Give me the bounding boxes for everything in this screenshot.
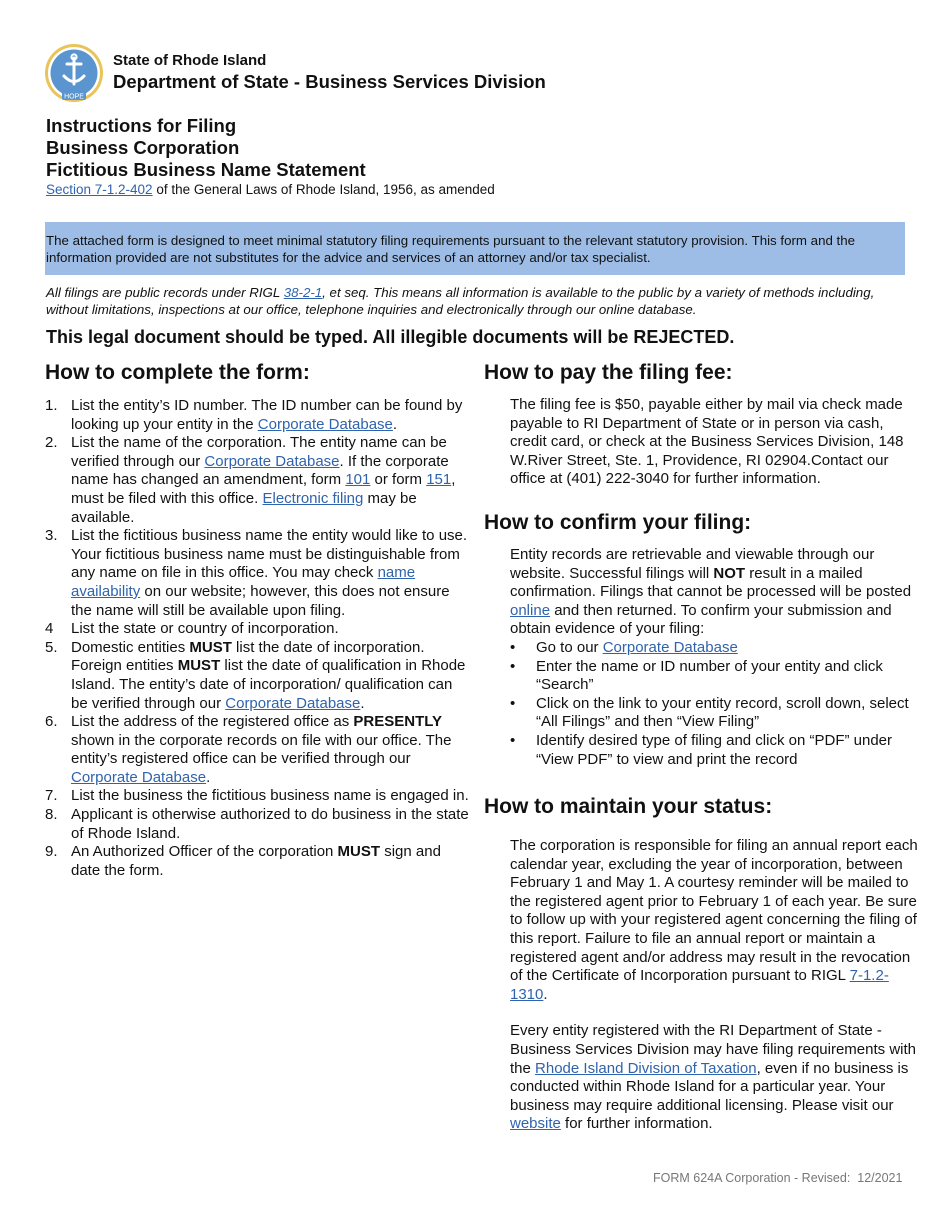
seal-motto: HOPE <box>64 93 84 101</box>
confirm-step <box>510 732 924 769</box>
item-text: may be available. <box>71 489 417 526</box>
electronic-filing-link[interactable]: Electronic filing <box>262 489 364 507</box>
confirm-text: result in a mailed confirmation. Filings that cannot be processed will be posted <box>510 564 912 601</box>
statute-suffix: of the General Laws of Rhode Island, 1956, as amended <box>152 182 495 197</box>
item-number: 3. <box>45 527 58 545</box>
confirm-step <box>510 695 924 732</box>
confirm-text: Entity records are retrievable and viewable through our website. Successful filings will <box>510 545 875 582</box>
complete-form-heading: How to complete the form: <box>45 361 310 384</box>
item-text: shown in the corporate records on file with our office. The entity’s registered office can be verified through our <box>71 731 452 768</box>
name-availability-link[interactable]: name availability <box>71 564 416 600</box>
online-link[interactable]: online <box>510 601 551 619</box>
item-text: An Authorized Officer of the corporation <box>71 843 338 861</box>
maintain-text: for further information. <box>560 1115 713 1133</box>
corporate-database-link[interactable]: Corporate Database <box>71 768 207 786</box>
form-151-link[interactable]: 151 <box>426 471 452 489</box>
website-link[interactable]: website <box>510 1115 561 1133</box>
instruction-item <box>45 787 470 806</box>
corporate-database-link[interactable]: Corporate Database <box>204 452 340 470</box>
maintain-status-heading: How to maintain your status: <box>484 795 773 819</box>
emphasis: PRESENTLY <box>353 713 443 731</box>
item-text: List the fictitious business name the entity would like to use. Your fictitious business name must be distinguishable from any name on file in this office. You may check <box>71 527 468 582</box>
item-text: List the business the fictitious business name is engaged in. <box>71 787 469 805</box>
public-records-note <box>46 285 916 318</box>
item-number: 4 <box>45 620 54 638</box>
document-title-block <box>46 115 495 197</box>
confirm-step <box>510 658 924 695</box>
item-text: , must be filed with this office. <box>71 471 456 507</box>
form-revision-footer: FORM 624A Corporation - Revised: 12/2021 <box>653 1171 903 1185</box>
item-text: List the name of the corporation. The entity name can be verified through our <box>71 434 447 470</box>
instruction-item <box>45 397 470 434</box>
step-text: Enter the name or ID number of your entity and click “Search” <box>536 657 883 694</box>
item-number: 5. <box>45 638 58 656</box>
emphasis: MUST <box>337 843 381 861</box>
typed-warning: This legal document should be typed. All illegible documents will be REJECTED. <box>46 327 735 347</box>
maintain-text: Every entity registered with the RI Department of State - Business Services Division may have filing requirements with the <box>510 1022 916 1077</box>
maintain-text: The corporation is responsible for filing an annual report each calendar year, excluding the year of incorporation, between February 1 and May 1. A courtesy reminder will be mailed to the registered agent prior to February 1 of each year. Be sure to follow up with your registered agent concerning the filing of this report. Failure to file an annual report or maintain a registered agent and/or address may result in the revocation of the Certificate of Incorporation pursuant to RIGL <box>510 837 918 985</box>
agency-state: State of Rhode Island <box>113 52 267 69</box>
item-number: 7. <box>45 787 58 805</box>
agency-department: Department of State - Business Services Division <box>113 71 546 92</box>
item-number: 2. <box>45 434 58 452</box>
title-line-2: Business Corporation <box>46 137 240 158</box>
item-text: or form <box>370 471 427 489</box>
maintain-text: . <box>543 985 548 1003</box>
complete-form-section <box>45 359 470 880</box>
item-text: List the state or country of incorporation. <box>71 620 339 638</box>
rigl-1310-link[interactable]: 7-1.2-1310 <box>510 967 889 1003</box>
item-text: List the address of the registered office as <box>71 713 354 731</box>
item-text: sign and date the form. <box>71 843 441 879</box>
corporate-database-link[interactable]: Corporate Database <box>257 415 393 433</box>
confirm-filing-text <box>510 546 924 639</box>
corporate-database-link[interactable]: Corporate Database <box>225 694 361 712</box>
item-text: . <box>360 694 365 712</box>
confirm-text: and then returned. To confirm your submission and obtain evidence of your filing: <box>510 601 892 638</box>
instruction-item <box>45 843 470 880</box>
taxation-text <box>510 1022 924 1134</box>
item-text: . <box>392 415 398 433</box>
instruction-item <box>45 639 470 713</box>
emphasis: MUST <box>177 657 221 675</box>
item-text: . <box>206 768 211 786</box>
right-column <box>484 359 924 1134</box>
item-number: 6. <box>45 713 58 731</box>
item-number: 9. <box>45 843 58 861</box>
item-text: on our website; however, this does not ensure the name will still be available upon filing. <box>71 582 450 619</box>
instruction-item <box>45 434 470 527</box>
maintain-text: , even if no business is conducted within Rhode Island for a particular year. Your business may require additional licensing. Please visit our <box>510 1059 909 1114</box>
public-records-suffix: , et seq. This means all information is available to the public by a variety of methods including, without limitations, inspections at our office, telephone inquiries and electronically through our online database. <box>46 285 875 317</box>
item-text: List the entity’s ID number. The ID number can be found by looking up your entity in the <box>71 397 463 433</box>
rigl-link[interactable]: 38-2-1 <box>283 285 323 300</box>
item-text: list the date of incorporation. Foreign entities <box>71 638 425 675</box>
item-text: Applicant is otherwise authorized to do business in the state of Rhode Island. <box>71 806 469 842</box>
instruction-item <box>45 713 470 787</box>
emphasis: NOT <box>713 564 746 582</box>
title-line-3: Fictitious Business Name Statement <box>46 159 366 180</box>
annual-report-text <box>510 837 924 1004</box>
item-text: list the date of qualification in Rhode Island. The entity’s date of incorporation/ qualification can be verified through our <box>71 657 466 712</box>
form-101-link[interactable]: 101 <box>345 471 371 489</box>
public-records-prefix: All filings are public records under RIGL <box>46 285 284 300</box>
item-text: . If the corporate name has changed an amendment, form <box>71 452 449 489</box>
pay-fee-heading: How to pay the filing fee: <box>484 361 733 384</box>
item-number: 1. <box>45 397 58 414</box>
title-line-1: Instructions for Filing <box>46 115 237 136</box>
instruction-item <box>45 527 470 620</box>
step-text: Go to our <box>536 638 603 656</box>
pay-fee-text: The filing fee is $50, payable either by mail via check made payable to RI Department of State or in person via cash, credit card, or check at the Business Services Division, 148 W.River Street, Ste. 1, Providence, RI 02904.Contact our office at (401) 222-3040 for further information. <box>510 396 904 488</box>
section-link[interactable]: Section 7-1.2-402 <box>46 182 153 197</box>
step-text: Click on the link to your entity record, scroll down, select “All Filings” and then “View Filing” <box>536 694 909 731</box>
instruction-list <box>45 397 470 880</box>
statute-reference <box>46 182 495 197</box>
confirm-steps-list <box>510 639 924 769</box>
emphasis: MUST <box>189 638 232 656</box>
instruction-item <box>45 806 470 843</box>
confirm-step <box>510 639 924 658</box>
step-text: Identify desired type of filing and click on “PDF” under “View PDF” to view and print the record <box>536 731 893 768</box>
item-text: Domestic entities <box>71 638 190 656</box>
disclaimer-notice: The attached form is designed to meet minimal statutory filing requirements pursuant to the relevant statutory provision. This form and the information provided are not substitutes for the advice and services of an attorney and/or tax specialist. <box>45 222 905 275</box>
taxation-link[interactable]: Rhode Island Division of Taxation <box>535 1059 757 1077</box>
corporate-database-link[interactable]: Corporate Database <box>602 638 738 656</box>
state-seal <box>44 43 104 103</box>
instruction-item <box>45 620 470 639</box>
confirm-filing-heading: How to confirm your filing: <box>484 510 752 534</box>
item-number: 8. <box>45 806 58 824</box>
